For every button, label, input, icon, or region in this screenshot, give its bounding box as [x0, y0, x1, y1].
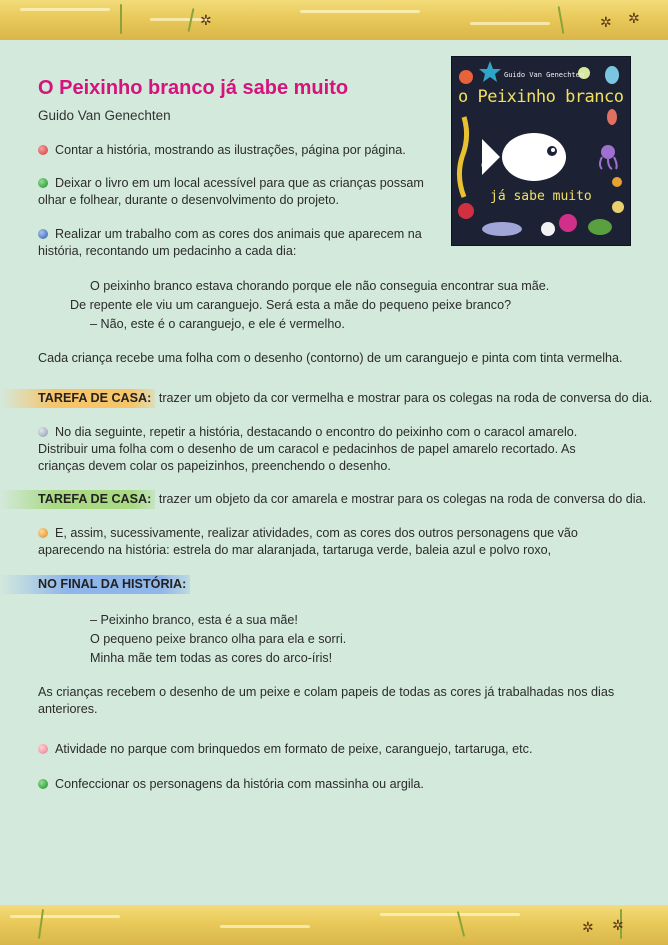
book-cover-image — [451, 56, 631, 246]
story-quote-line: – Peixinho branco, esta é a sua mãe! — [90, 613, 298, 627]
ant-icon: ✲ — [612, 917, 624, 933]
cover-subtitle: já sabe muito — [490, 189, 592, 204]
cover-title: o Peixinho branco — [458, 87, 624, 107]
story-quote-line: Minha mãe tem todas as cores do arco-íris! — [90, 651, 333, 665]
activity-item — [38, 226, 448, 260]
activity-item — [38, 776, 424, 793]
page-title: O Peixinho branco já sabe muito — [38, 77, 349, 99]
story-quote-line: – Não, este é o caranguejo, e ele é vermelho. — [90, 317, 345, 331]
homework-label: TAREFA DE CASA: — [0, 389, 155, 408]
bullet-icon — [38, 744, 48, 754]
activity-text: No dia seguinte, repetir a história, destacando o encontro do peixinho com o caracol amarelo. — [55, 425, 578, 439]
bottom-decorative-band — [0, 905, 668, 945]
bullet-icon — [38, 229, 48, 239]
activity-item — [38, 175, 448, 209]
activity-text: Atividade no parque com brinquedos em formato de peixe, caranguejo, tartaruga, etc. — [55, 742, 533, 756]
activity-text: Cada criança recebe uma folha com o desenho (contorno) de um caranguejo e pinta com tinta vermelha. — [38, 351, 623, 365]
activity-text: história, recontando um pedacinho a cada dia: — [38, 244, 297, 258]
final-label: NO FINAL DA HISTÓRIA: — [0, 575, 190, 594]
story-quote-line: De repente ele viu um caranguejo. Será esta a mãe do pequeno peixe branco? — [70, 298, 512, 312]
author-name: Guido Van Genechten — [38, 108, 171, 123]
bullet-icon — [38, 779, 48, 789]
final-section-heading — [38, 575, 190, 594]
homework-line — [38, 490, 646, 509]
ant-icon: ✲ — [582, 919, 594, 935]
ant-icon: ✲ — [200, 12, 212, 28]
ant-icon: ✲ — [600, 14, 612, 30]
activity-item — [38, 142, 438, 159]
activity-text: crianças devem colar os papeizinhos, preenchendo o desenho. — [38, 459, 391, 473]
bullet-icon — [38, 528, 48, 538]
ant-icon: ✲ — [628, 10, 640, 26]
story-quote-line: O peixinho branco estava chorando porque ele não conseguia encontrar sua mãe. — [90, 279, 550, 293]
activity-text: E, assim, sucessivamente, realizar atividades, com as cores dos outros personagens que vão — [55, 526, 578, 540]
activity-item — [38, 525, 638, 559]
activity-text: Distribuir uma folha com o desenho de um caracol e pedacinhos de papel amarelo recortado. As — [38, 442, 576, 456]
activity-text: Deixar o livro em um local acessível para que as crianças possam — [55, 176, 424, 190]
activity-text: olhar e folhear, durante o desenvolvimento do projeto. — [38, 193, 340, 207]
activity-text: As crianças recebem o desenho de um peixe e colam papeis de todas as cores já trabalhadas nos dias — [38, 685, 615, 699]
cover-author: Guido Van Genechten — [504, 71, 585, 79]
activity-text: anteriores. — [38, 702, 98, 716]
activity-text: Confeccionar os personagens da história com massinha ou argila. — [55, 777, 424, 791]
homework-label: TAREFA DE CASA: — [0, 490, 155, 509]
bullet-icon — [38, 178, 48, 188]
top-decorative-band — [0, 0, 668, 40]
activity-item — [38, 741, 532, 758]
story-quote-line: O pequeno peixe branco olha para ela e sorri. — [90, 632, 347, 646]
bullet-icon — [38, 427, 48, 437]
activity-item — [38, 684, 648, 718]
activity-text: Contar a história, mostrando as ilustrações, página por página. — [55, 143, 406, 157]
activity-text: aparecendo na história: estrela do mar alaranjada, tartaruga verde, baleia azul e polvo roxo, — [38, 543, 552, 557]
homework-text: trazer um objeto da cor vermelha e mostrar para os colegas na roda de conversa do dia. — [155, 391, 653, 405]
activity-item — [38, 424, 638, 475]
bullet-icon — [38, 145, 48, 155]
activity-text: Realizar um trabalho com as cores dos animais que aparecem na — [55, 227, 422, 241]
homework-text: trazer um objeto da cor amarela e mostrar para os colegas na roda de conversa do dia. — [155, 492, 647, 506]
homework-line — [38, 389, 652, 408]
book-cover-illustration — [452, 57, 630, 245]
